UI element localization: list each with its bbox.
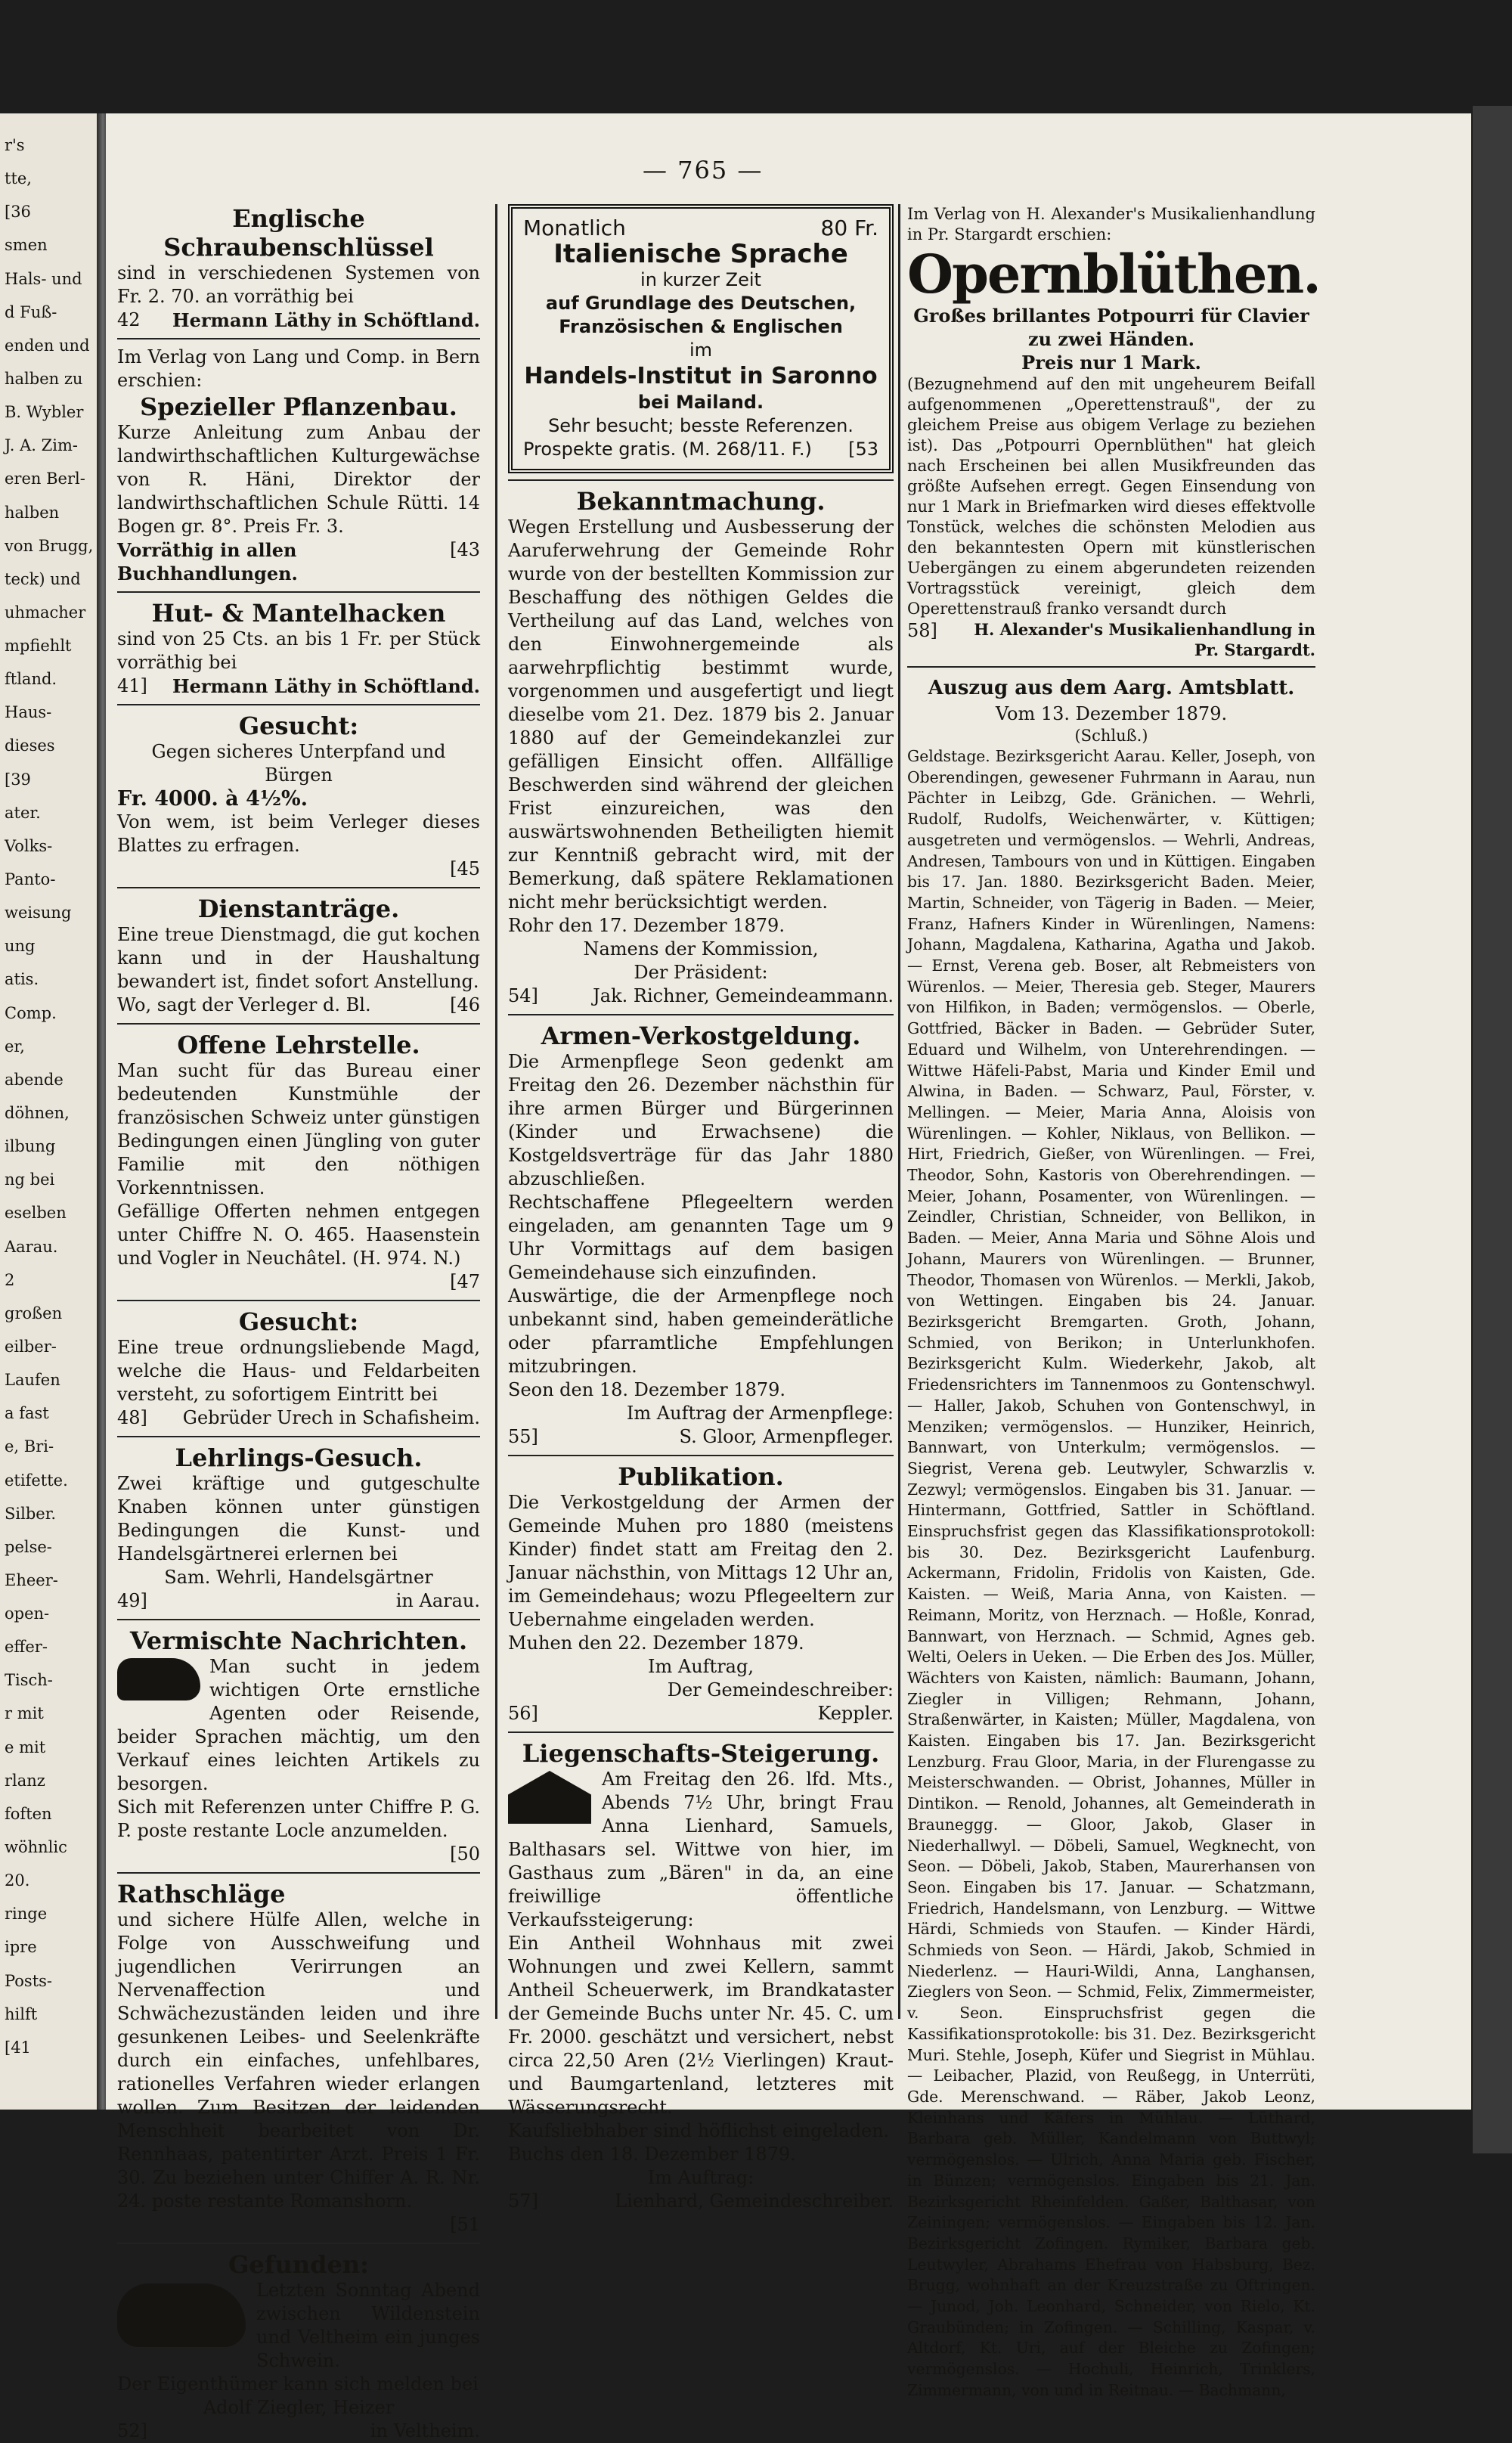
ad-title: Offene Lehrstelle. <box>177 1031 420 1059</box>
neighbor-page-text-fragment: mpfiehlt <box>5 637 72 656</box>
neighbor-page-text-fragment: ater. <box>5 803 41 822</box>
neighbor-page-text-fragment: a fast <box>5 1404 49 1423</box>
ad-body: Sich mit Referenzen unter Chiffre P. G. P. poste restante Locle anzumelden. <box>117 1797 480 1841</box>
neighbor-page-text-fragment: Panto- <box>5 870 56 889</box>
neighbor-page-text-fragment: pelse- <box>5 1537 52 1556</box>
ad-rathschlaege <box>117 1880 480 2237</box>
column-3 <box>907 204 1320 2401</box>
amtsblatt-body: Geldstage. Bezirksgericht Aarau. Keller, Joseph, von Oberendingen, gewesener Fuhrmann in Aarau, nun Pächter in Leibzg, Gde. Gränichen. — Wehrli, Rudolf, Rudolfs, Weichenwärter, v. Küttigen; ausgetreten und vermögenslos. — Wehrli, Andreas, Andresen, Tambours von und in Küttigen. Eingaben bis 17. Jan. 1880. Bezirksgericht Baden. Meier, Martin, Schneider, von Tägerig in Baden. — Meier, Franz, Hafners Kinder in Würenlingen, Namens: Johann, Magdalena, Katharina, Agatha und Jakob. — Ernst, Verena geb. Boser, alt Rebmeisters von Würenlos. — Meier, Theresia geb. Steger, Maurers von Hilfikon, in Baden; vermögenslos. — Oberle, Gottfried, Bäcker in Baden. — Gebrüder Suter, Eduard und Wilhelm, von Unterehrendingen. — Wittwe Häfeli-Pabst, Maria und Kinder Emil und Alwina, in Baden. — Schwarz, Paul, Förster, v. Mellingen. — Meier, Maria Anna, Aloisis von Würenlingen. — Kohler, Niklaus, von Bellikon. — Hirt, Friedrich, Gießer, von Würenlingen. — Frei, Theodor, Sohn, Kastoris von Oberehrendingen. — Meier, Johann, Posamenter, von Würenlingen. — Zeindler, Christian, Schneider, von Bellikon, in Baden. — Meier, Anna Maria und Söhne Alois und Johann, Maurers von Würenlingen. — Brunner, Theodor, Thomasen von Würenlos. — Merkli, Jakob, von Wettingen. Eingaben bis 24. Januar. Bezirksgericht Bremgarten. Groth, Johann, Schmied, von Berikon; in Unterlunkhofen. Bezirksgericht Kulm. Wiederkehr, Jakob, alt Friedensrichters im Tannenmoos zu Gontenschwyl. — Haller, Jakob, Schuhen von Gontenschwyl, in Menziken; vermögenslos. — Hunziker, Heinrich, Bannwart, von Unterkulm; vermögenslos. — Siegrist, Verena geb. Leutwyler, Schwarzlis v. Zezwyl; vermögenslos. Eingaben bis 31. Januar. — Hintermann, Gottfried, Sattler in Schöftland. Einspruchsfrist gegen das Klassifikationsprotokoll: bis 30. Dez. Bezirksgericht Laufenburg. Ackermann, Fridolin, Fridolis von Kaisten, Gde. Kaisten. — Weiß, Maria Anna, von Kaisten. — Reimann, Moritz, von Herznach. — Hoßle, Konrad, Bannwart, von Herznach. — Schmid, Agnes geb. Welti, Oelers in Ueken. — Die Erben des Jos. Müller, Wächters von Kaisten, nämlich: Baumann, Johann, Ziegler in Villigen; Rehmann, Johann, Straßenwärter, in Kaisten; Müller, Magdalena, von Kaisten. Eingaben bis 17. Jan. Bezirksgericht Lenzburg. Frau Gloor, Maria, in der Flurengasse zu Meisterschwanden. — Obrist, Johannes, Müller in Dintikon. — Renold, Johannes, alt Gemeinderath in Brauneggg. — Gloor, Jakob, Glaser in Niederhallwyl. — Döbeli, Samuel, Wegknecht, von Seon. — Döbeli, Jakob, Staben, Maurerhansen von Seon. Eingaben bis 17. Januar. — Schatzmann, Friedrich, Handelsmann, von Lenzburg. — Wittwe Härdi, Schmieds von Staufen. — Kinder Härdi, Schmieds von Seon. — Härdi, Jakob, Schmied in Niederlenz. — Hauri-Wildi, Anna, Langhansen, Zieglers von Seon. — Schmid, Felix, Zimmermeister, v. Seon. Einspruchsfrist gegen die Kassifikationsprotokolle: bis 31. Dez. Bezirksgericht Muri. Stehle, Joseph, Küfer und Siegrist in Mühlau. — Leibacher, Plazid, von Reußegg, in Unterrüti, Gde. Merenschwand. — Räber, Jakob Leonz, Kleinhans und Käfers in Mühlau. — Lüthard, Barbara geb. Müller, Kandelmann von Buttwyl; vermögenslos. — Ulrich, Anna Maria geb. Fischer, in Bünzen; vermögenslos. Eingaben bis 21. Jan. Bezirksgericht Rheinfelden. Gaßer, Balthasar, von Zeiningen; vermögenslos. — Eingaben bis 12. Jan. Bezirksgericht Zofingen. Rymiker, Barbara geb. Leutwyler, Abrahams Ehefrau von Habsburg, Bez. Brugg, wohnhaft an der Kreuzstraße zu Oftringen. — Junod, Joh. Leonhard, Schneider, von Rielo, Kt. Graubünden; in Zofingen. — Schilling, Kaspar, v. Altdorf, Kt. Uri, auf der Bleiche zu Zofingen; vermögenslos. — Hochuli, Heinrich, Trinklers, Zimmermann, von und in Reitnau. — Bachmann, <box>907 747 1315 2399</box>
neighbor-page-text-fragment: 20. <box>5 1871 30 1890</box>
ad-ref: 52] <box>117 2420 147 2441</box>
ad-italienische-sprache <box>508 204 894 473</box>
neighbor-page-text-fragment: Haus- <box>5 703 52 722</box>
ad-pflanzenbau <box>117 346 480 585</box>
ad-ref: [46 <box>450 994 480 1015</box>
ad-ref: 57] <box>508 2190 538 2212</box>
neighbor-page-text-fragment: halben <box>5 503 60 522</box>
box-title: Handels-Institut in Saronno <box>524 363 878 389</box>
neighbor-page-text-fragment: B. Wybler <box>5 403 84 422</box>
box-line: in kurzer Zeit <box>640 269 761 290</box>
ad-sign: Gebrüder Urech in Schafisheim. <box>182 1407 480 1428</box>
pig-icon <box>117 2283 246 2347</box>
neighbor-page-text-fragment: teck) und <box>5 569 81 588</box>
neighbor-page-text-fragment: eselben <box>5 1204 67 1223</box>
neighbor-page-text-fragment: r's <box>5 136 25 154</box>
neighbor-page-text-fragment: abende <box>5 1070 64 1089</box>
notice-body: Die Armenpflege Seon gedenkt am Freitag den 26. Dezember nächsthin für ihre armen Bürger und Bürgerinnen (Kinder und Erwachsene) die Kostgeldsverträge für das Jahr 1880 abzuschließen. <box>508 1051 894 1189</box>
ad-body: Eine treue ordnungsliebende Magd, welche die Haus- und Feldarbeiten versteht, zu sofortigem Eintritt bei <box>117 1337 480 1405</box>
ad-sign: in Veltheim. <box>370 2420 480 2441</box>
neighbor-page-text-fragment: open- <box>5 1604 50 1623</box>
ad-magd <box>117 1307 480 1430</box>
ad-ref: 49] <box>117 1590 147 1611</box>
ad-ref: 58] <box>907 620 937 641</box>
ad-ref: [53 <box>848 439 878 460</box>
notice-title: Liegenschafts-Steigerung. <box>522 1739 880 1768</box>
notice-date: Buchs den 18. Dezember 1879. <box>508 2144 796 2165</box>
neighbor-page-text-fragment: Laufen <box>5 1371 60 1390</box>
ad-sign: Hermann Läthy in Schöftland. <box>172 675 480 697</box>
neighbor-page-text-fragment: 2 <box>5 1270 15 1289</box>
ad-title: Hut- & Mantelhacken <box>151 599 446 628</box>
notice-line: Der Gemeindeschreiber: <box>667 1679 894 1700</box>
divider <box>508 1455 894 1456</box>
divider <box>117 704 480 705</box>
ad-title: Gesucht: <box>238 1307 359 1336</box>
ad-ref: [51 <box>450 2214 480 2235</box>
notice-sign: Lienhard, Gemeindeschreiber. <box>615 2190 894 2212</box>
left-neighbor-page-strip <box>0 113 102 2110</box>
neighbor-page-text-fragment: tte, <box>5 169 32 188</box>
neighbor-page-text-fragment: Comp. <box>5 1003 57 1022</box>
neighbor-page-text-fragment: von Brugg, <box>5 536 94 555</box>
ad-body: Von wem, ist beim Verleger dieses Blattes zu erfragen. <box>117 811 480 856</box>
divider <box>117 338 480 339</box>
divider <box>508 1731 894 1733</box>
divider <box>117 1872 480 1874</box>
ad-ref: 41] <box>117 675 147 696</box>
divider <box>117 1619 480 1620</box>
ad-title: Lehrlings-Gesuch. <box>175 1443 423 1472</box>
neighbor-page-text-fragment: ilbung <box>5 1137 56 1156</box>
neighbor-page-text-fragment: Eheer- <box>5 1570 58 1589</box>
ad-vermischte <box>117 1626 480 1866</box>
ad-body: (Bezugnehmend auf den mit ungeheurem Beifall aufgenommenen „Operettenstrauß", der zu gleichem Preise aus obigem Verlage zu beziehen ist). Das „Potpourri Opernblüthen" hat gleich nach Erscheinen bei allen Musikfreunden das größte Aufsehen erregt. Gegen Einsendung von nur 1 Mark in Briefmarken wird dieses effektvolle Tonstück, welches die schönsten Melodien aus den bekanntesten Opern mit künstlerischen Uebergängen zu einem abgerundeten reizenden Vortragsstück vereinigt, gleich dem Operettenstrauß franko versandt durch <box>907 375 1315 618</box>
notice-sign: S. Gloor, Armenpfleger. <box>679 1426 894 1447</box>
neighbor-page-text-fragment: effer- <box>5 1638 48 1657</box>
neighbor-page-text-fragment: Tisch- <box>5 1671 53 1690</box>
ad-body: Letzten Sonntag Abend zwischen Wildenstein und Veltheim ein junges Schwein. <box>256 2280 480 2371</box>
divider <box>117 887 480 888</box>
neighbor-page-text-fragment: wöhnlic <box>5 1838 67 1857</box>
column-1 <box>117 204 480 2443</box>
neighbor-page-text-fragment: J. A. Zim- <box>5 436 78 455</box>
box-line: bei Mailand. <box>637 392 764 413</box>
divider <box>117 591 480 593</box>
notice-armen-verkostgeldung <box>508 1022 894 1449</box>
neighbor-page-text-fragment: smen <box>5 236 48 255</box>
notice-body: Am Freitag den 26. lfd. Mts., Abends 7½ Uhr, bringt Frau Anna Lienhard, Samuels, Balthasars sel. Wittwe von hier, im Gasthaus zum „Bären" in da, an eine freiwillige öffentliche Verkaufssteigerung: <box>508 1769 894 1930</box>
ad-title: Englische Schraubenschlüssel <box>163 204 434 262</box>
ad-body: Der Eigenthümer kann sich melden bei <box>117 2373 479 2395</box>
pointing-hand-icon <box>117 1658 200 1700</box>
ad-title: Vermischte Nachrichten. <box>129 1626 468 1655</box>
ad-lehrstelle <box>117 1031 480 1294</box>
ad-schraubenschluessel <box>117 204 480 332</box>
notice-liegenschafts-steigerung <box>508 1739 894 2213</box>
ad-body: und sichere Hülfe Allen, welche in Folge von Ausschweifung und jugendlichen Verirrungen an Nervenaffection und Schwächezuständen leiden und ihre gesunkenen Leibes- und Seelenkräfte durch ein einfaches, unfehlbares, rationelles Verfahren wieder erlangen wollen. Zum Besitzen der leidenden Menschheit bearbeitet von Dr. Rennhaas, patentirter Arzt. Preis 1 Fr. 30. Zu beziehen unter Chiffer A. R. Nr. 24. poste restante Romanshorn. <box>117 1909 480 2212</box>
divider <box>508 1014 894 1015</box>
neighbor-page-text-fragment: ipre <box>5 1938 37 1957</box>
box-label-left: Monatlich <box>523 215 626 240</box>
ad-price: Preis nur 1 Mark. <box>1021 352 1201 374</box>
ad-foot: Vorräthig in allen Buchhandlungen. <box>117 539 298 584</box>
ad-sign: Sam. Wehrli, Handelsgärtner <box>164 1567 433 1588</box>
column-2 <box>508 204 894 2213</box>
neighbor-page-text-fragment: halben zu <box>5 369 83 388</box>
notice-publikation <box>508 1462 894 1725</box>
notice-line: Der Präsident: <box>634 962 768 983</box>
ad-intro: Im Verlag von H. Alexander's Musikalienhandlung in Pr. Stargardt erschien: <box>907 205 1315 243</box>
ad-subtitle: Großes brillantes Potpourri für Clavier zu zwei Händen. <box>913 305 1309 350</box>
neighbor-page-text-fragment: dieses <box>5 736 55 755</box>
ad-title: Rathschläge <box>117 1880 286 1908</box>
ad-ref: 42 <box>117 309 141 330</box>
ad-title: Gefunden: <box>228 2250 369 2279</box>
ad-body: Man sucht für das Bureau einer bedeutenden Kunstmühle der französischen Schweiz unter günstigen Bedingungen einen Jüngling von guter Familie mit den nöthigen Vorkenntnissen. <box>117 1060 480 1198</box>
neighbor-page-text-fragment: atis. <box>5 970 39 989</box>
notice-sign: Keppler. <box>817 1703 894 1724</box>
box-price: 80 Fr. <box>820 215 878 240</box>
neighbor-page-text-fragment: weisung <box>5 904 72 922</box>
ad-body: Eine treue Dienstmagd, die gut kochen kann und in der Haushaltung bewandert ist, findet sofort Anstellung. <box>117 924 480 992</box>
neighbor-page-text-fragment: eren Berl- <box>5 470 85 488</box>
ad-body: Gegen sicheres Unterpfand und Bürgen <box>151 741 446 786</box>
ad-ref: [43 <box>450 539 480 560</box>
ad-intro: Im Verlag von Lang und Comp. in Bern erschien: <box>117 346 480 391</box>
page-edge-shadow <box>1473 106 1512 2153</box>
amtsblatt-date: Vom 13. Dezember 1879. <box>995 703 1228 724</box>
neighbor-page-text-fragment: hilft <box>5 2004 38 2023</box>
ad-amount: Fr. 4000. à 4½%. <box>117 787 308 811</box>
ad-body: Zwei kräftige und gutgeschulte Knaben können unter günstigen Bedingungen die Kunst- und Handelsgärtnerei erlernen bei <box>117 1473 480 1564</box>
ad-ref: 55] <box>508 1426 538 1447</box>
neighbor-page-text-fragment: Volks- <box>5 836 53 855</box>
notice-line: Im Auftrag: <box>647 2167 754 2188</box>
neighbor-page-text-fragment: großen <box>5 1304 63 1322</box>
ad-title: Opernblüthen. <box>907 243 1320 305</box>
ad-opernblueten <box>907 204 1320 660</box>
neighbor-page-text-fragment: foften <box>5 1804 52 1823</box>
notice-line: Namens der Kommission, <box>583 938 819 960</box>
ad-ref: [45 <box>450 858 480 879</box>
ad-body: Man sucht in jedem wichtigen Orte ernstliche Agenten oder Reisende, beider Sprachen mächtig, um den Verkauf eines leichten Artikels zu besorgen. <box>117 1656 480 1794</box>
neighbor-page-text-fragment: Posts- <box>5 1971 53 1990</box>
notice-body: Ein Antheil Wohnhaus mit zwei Wohnungen und zwei Kellern, sammt Antheil Scheuerwerk, im Brandkataster der Gemeinde Buchs unter Nr. 45. C. um Fr. 2000. geschätzt und versichert, nebst circa 22,50 Aren (2½ Vierlingen) Kraut- und Baumgartenland, letzteres mit Wässerungsrecht. <box>508 1933 894 2118</box>
neighbor-page-text-fragment: [36 <box>5 203 31 222</box>
notice-body: Kaufsliebhaber sind höflichst eingeladen. <box>508 2120 890 2141</box>
notice-body: Rechtschaffene Pflegeeltern werden eingeladen, am genannten Tage um 9 Uhr Vormittags auf dem basigen Gemeindehause sich einzufinden. <box>508 1192 894 1283</box>
ad-sign: Adolf Ziegler, Heizer <box>203 2397 395 2418</box>
ad-ref: 56] <box>508 1703 538 1724</box>
divider <box>508 479 894 481</box>
neighbor-page-text-fragment: enden und <box>5 336 90 355</box>
notice-body: Wegen Erstellung und Ausbesserung der Aaruferwehrung der Gemeinde Rohr wurde von der bestellten Kommission zur Beschaffung des nöthigen Geldes die Vertheilung auf das Land, welches von den Einwohnergemeinde als aarwehrpflichtig bestimmt wurde, vorgenommen und ausgefertigt und liegt dieselbe vom 21. Dez. 1879 bis 2. Januar 1880 auf der Gemeindekanzlei zur gefälligen Einsicht offen. Allfällige Beschwerden sind während der gleichen Frist einzureichen, was den auswärtswohnenden Betheiligten hiemit zur Kenntniß gebracht wird, mit der Bemerkung, daß spätere Reklamationen nicht mehr berücksichtigt werden. <box>508 516 894 913</box>
ad-dienstmagd <box>117 894 480 1017</box>
divider <box>117 1436 480 1437</box>
neighbor-page-text-fragment: [41 <box>5 2038 31 2057</box>
neighbor-page-text-fragment: [39 <box>5 770 31 789</box>
neighbor-page-text-fragment: ung <box>5 937 36 956</box>
ad-mantelhacken <box>117 599 480 698</box>
page-number: — 765 — <box>643 156 764 184</box>
divider <box>907 666 1315 668</box>
notice-title: Armen-Verkostgeldung. <box>541 1022 861 1050</box>
neighbor-page-text-fragment: ftland. <box>5 670 57 689</box>
ad-ref: 54] <box>508 985 538 1006</box>
neighbor-page-text-fragment: uhmacher <box>5 603 86 622</box>
box-line: auf Grundlage des Deutschen, <box>545 293 857 314</box>
divider <box>117 1300 480 1301</box>
notice-body: Auswärtige, die der Armenpflege noch unbekannt sind, haben gemeinderätliche oder pfarramtliche Empfehlungen mitzubringen. <box>508 1285 894 1377</box>
box-line: Französischen & Englischen <box>559 316 843 337</box>
neighbor-page-text-fragment: rlanz <box>5 1771 45 1790</box>
ad-body: sind in verschiedenen Systemen von Fr. 2. 70. an vorräthig bei <box>117 262 480 307</box>
neighbor-page-text-fragment: e, Bri- <box>5 1437 54 1456</box>
ad-lehrlinge <box>117 1443 480 1613</box>
ad-sign: Hermann Läthy in Schöftland. <box>172 309 480 331</box>
ad-body: sind von 25 Cts. an bis 1 Fr. per Stück vorräthig bei <box>117 628 480 673</box>
divider <box>117 2243 480 2244</box>
amtsblatt-extract <box>907 674 1315 2401</box>
ad-body: Gefällige Offerten nehmen entgegen unter Chiffre N. O. 465. Haasenstein und Vogler in Neuchâtel. (H. 974. N.) <box>117 1201 480 1269</box>
box-title: Italienische Sprache <box>553 239 848 269</box>
notice-line: Im Auftrag der Armenpflege: <box>626 1403 894 1424</box>
divider <box>117 1023 480 1025</box>
ad-ref: [47 <box>450 1271 480 1292</box>
ad-gesucht-kredit <box>117 712 480 881</box>
ad-title: Dienstanträge. <box>197 894 400 923</box>
neighbor-page-text-fragment: r mit <box>5 1704 44 1723</box>
notice-line: Im Auftrag, <box>648 1656 754 1677</box>
notice-title: Publikation. <box>618 1462 784 1491</box>
ad-gefunden <box>117 2250 480 2443</box>
notice-bekanntmachung <box>508 487 894 1008</box>
neighbor-page-text-fragment: Aarau. <box>5 1237 58 1256</box>
neighbor-page-text-fragment: Silber. <box>5 1504 57 1523</box>
neighbor-page-text-fragment: d Fuß- <box>5 302 57 321</box>
neighbor-page-text-fragment: etifette. <box>5 1471 68 1490</box>
box-line: Prospekte gratis. (M. 268/11. F.) <box>523 439 812 460</box>
notice-date: Seon den 18. Dezember 1879. <box>508 1379 786 1400</box>
ad-ref: [50 <box>450 1843 480 1865</box>
notice-date: Rohr den 17. Dezember 1879. <box>508 915 785 936</box>
amtsblatt-note: (Schluß.) <box>1074 727 1148 745</box>
box-line: im <box>689 339 713 361</box>
neighbor-page-text-fragment: eilber- <box>5 1337 57 1356</box>
ad-title: Gesucht: <box>238 712 359 740</box>
notice-title: Bekanntmachung. <box>576 487 826 516</box>
neighbor-page-text-fragment: er, <box>5 1037 25 1056</box>
neighbor-page-text-fragment: ringe <box>5 1905 48 1924</box>
neighbor-page-text-fragment: ng bei <box>5 1170 55 1189</box>
notice-body: Die Verkostgeldung der Armen der Gemeinde Muhen pro 1880 (meistens Kinder) findet statt am Freitag den 2. Januar nächsthin, von Mittags 12 Uhr an, im Gemeindehaus; wozu Pflegeeltern zur Uebernahme eingeladen werden. <box>508 1492 894 1630</box>
ad-body: Kurze Anleitung zum Anbau der landwirthschaftlichen Kulturgewächse von R. Häni, Direktor der landwirthschaftlichen Schule Rütti. 14 Bogen gr. 8°. Preis Fr. 3. <box>117 422 480 537</box>
box-line: Sehr besucht; besste Referenzen. <box>548 415 854 436</box>
ad-sign: H. Alexander's Musikalienhandlung in Pr. Stargardt. <box>974 620 1315 659</box>
ad-title: Spezieller Pflanzenbau. <box>140 392 457 421</box>
ad-ref: 48] <box>117 1407 147 1428</box>
column-rule-1 <box>495 204 497 2019</box>
neighbor-page-text-fragment: e mit <box>5 1738 46 1756</box>
neighbor-page-text-fragment: döhnen, <box>5 1104 70 1122</box>
notice-sign: Jak. Richner, Gemeindeammann. <box>593 985 894 1006</box>
ad-sign: in Aarau. <box>395 1590 480 1611</box>
neighbor-page-text-fragment: Hals- und <box>5 269 82 288</box>
notice-date: Muhen den 22. Dezember 1879. <box>508 1632 804 1654</box>
column-rule-2 <box>898 204 900 2019</box>
amtsblatt-title: Auszug aus dem Aarg. Amtsblatt. <box>928 677 1295 699</box>
ad-sign: Wo, sagt der Verleger d. Bl. <box>117 994 371 1015</box>
